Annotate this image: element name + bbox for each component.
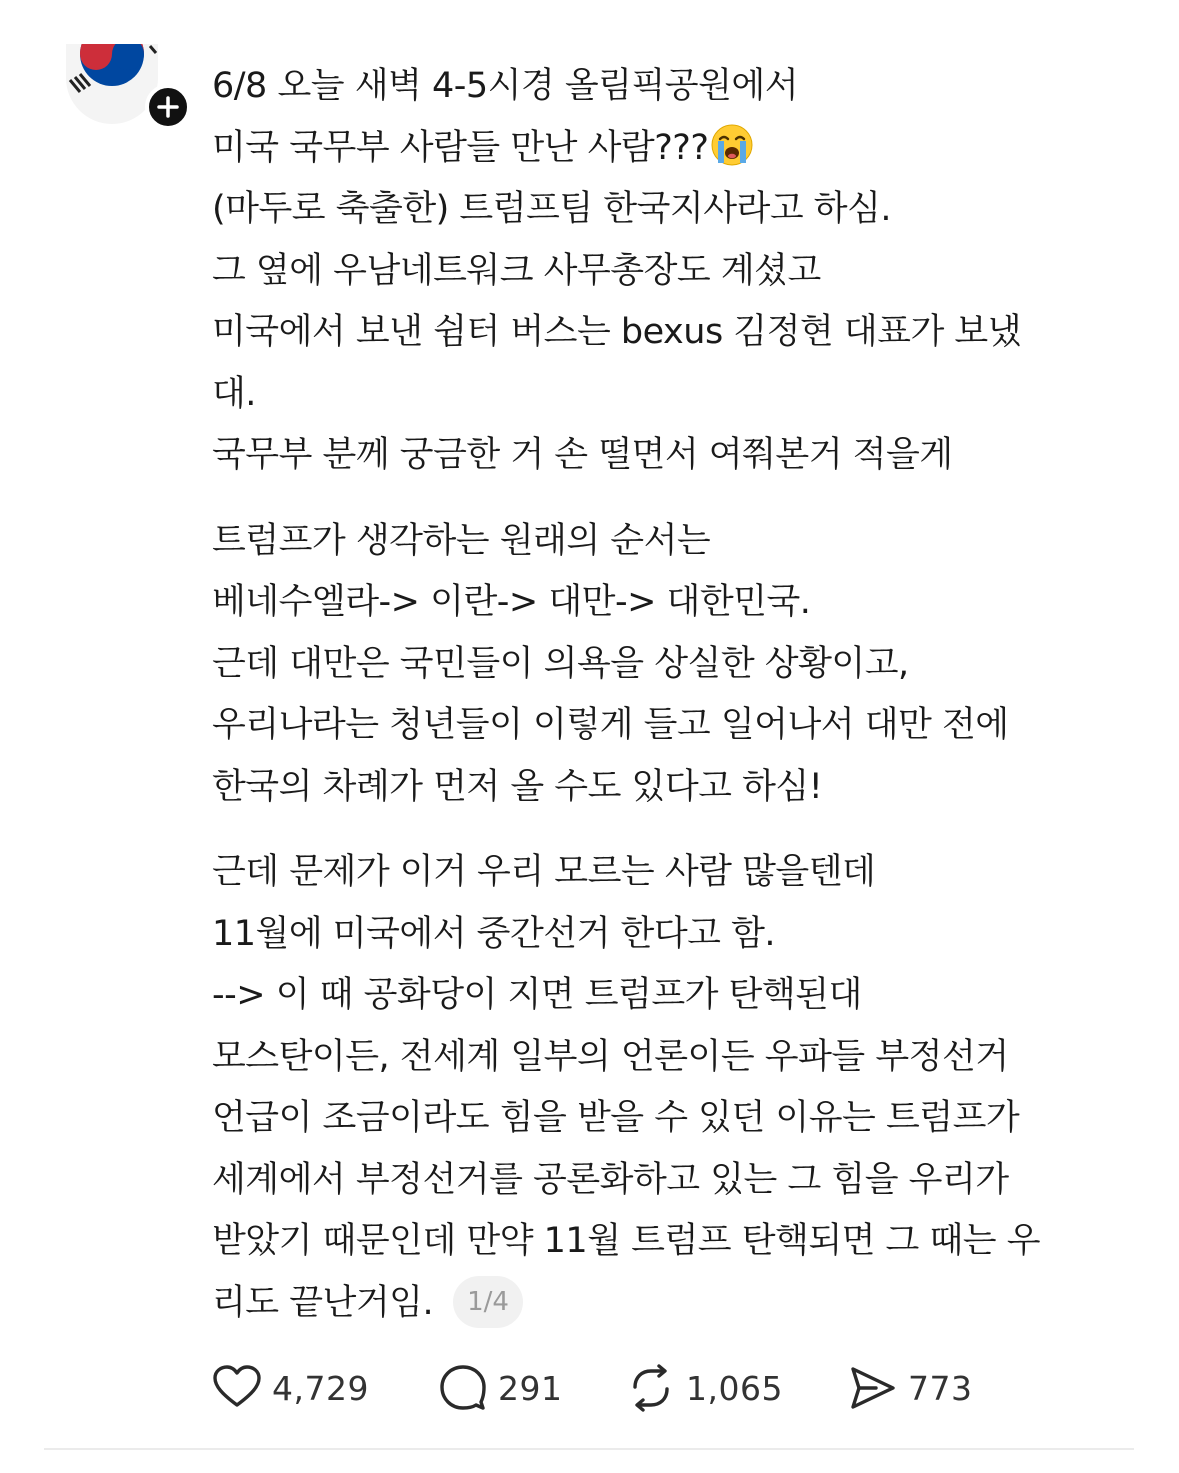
follow-button[interactable]	[145, 84, 191, 130]
like-count: 4,729	[272, 1368, 369, 1408]
page-indicator: 1/4	[453, 1276, 523, 1328]
post-line: 베네수엘라-> 이란-> 대만-> 대한민국.	[212, 582, 811, 622]
post-body	[212, 56, 1112, 1334]
comment-icon	[438, 1363, 488, 1413]
comment-button[interactable]	[438, 1358, 563, 1418]
repost-icon	[626, 1363, 676, 1413]
repost-count: 1,065	[686, 1368, 783, 1408]
post-line: (마두로 축출한) 트럼프팀 한국지사라고 하심.	[212, 189, 892, 229]
avatar[interactable]	[66, 44, 158, 124]
post-line: 세계에서 부정선거를 공론화하고 있는 그 힘을 우리가	[212, 1159, 1009, 1200]
share-count: 773	[908, 1368, 973, 1408]
post-line: 대.	[212, 373, 256, 414]
post-line: 국무부 분께 궁금한 거 손 떨면서 여쭤본거 적을게	[212, 435, 953, 475]
like-button[interactable]	[212, 1358, 369, 1418]
post-line: 근데 대만은 국민들이 의욕을 상실한 상황이고,	[212, 643, 909, 684]
post-line: 모스탄이든, 전세계 일부의 언론이든 우파들 부정선거	[212, 1036, 1009, 1077]
post-line: 11월에 미국에서 중간선거 한다고 함.	[212, 913, 776, 954]
send-icon	[848, 1363, 898, 1413]
post-line: 근데 문제가 이거 우리 모르는 사람 많을텐데	[212, 852, 876, 892]
post-line: 언급이 조금이라도 힘을 받을 수 있던 이유는 트럼프가	[212, 1098, 1020, 1138]
author-avatar-group[interactable]	[66, 44, 196, 134]
post-line-text: 리도 끝난거임.	[212, 1282, 434, 1323]
post-line: 받았기 때문인데 만약 11월 트럼프 탄핵되면 그 때는 우	[212, 1221, 1041, 1261]
repost-button[interactable]	[626, 1358, 783, 1418]
divider	[44, 1448, 1134, 1450]
post-line: 6/8 오늘 새벽 4-5시경 올림픽공원에서	[212, 66, 799, 106]
paragraph-2	[212, 511, 1112, 819]
post-line-text: 미국 국무부 사람들 만난 사람???	[212, 127, 709, 168]
action-bar	[212, 1358, 1112, 1418]
post-line: --> 이 때 공화당이 지면 트럼프가 탄핵된대	[212, 975, 862, 1015]
paragraph-gap	[212, 818, 1112, 842]
post-line: 한국의 차례가 먼저 올 수도 있다고 하심!	[212, 766, 823, 807]
post-line: 트럼프가 생각하는 원래의 순서는	[212, 520, 711, 561]
paragraph-3	[212, 842, 1112, 1334]
post-line: 미국에서 보낸 쉼터 버스는 bexus 김정현 대표가 보냈	[212, 312, 1022, 352]
post-line	[212, 1273, 1112, 1335]
korean-flag-icon	[66, 44, 158, 124]
post-line	[212, 118, 1112, 180]
post-line: 우리나라는 청년들이 이렇게 들고 일어나서 대만 전에	[212, 705, 1009, 745]
heart-icon	[212, 1363, 262, 1413]
comment-count: 291	[498, 1368, 563, 1408]
share-button[interactable]	[848, 1358, 973, 1418]
plus-icon	[155, 94, 181, 120]
paragraph-1	[212, 56, 1112, 487]
loudly-crying-face-icon	[710, 123, 754, 167]
paragraph-gap	[212, 487, 1112, 511]
post-line: 그 옆에 우남네트워크 사무총장도 계셨고	[212, 250, 821, 291]
